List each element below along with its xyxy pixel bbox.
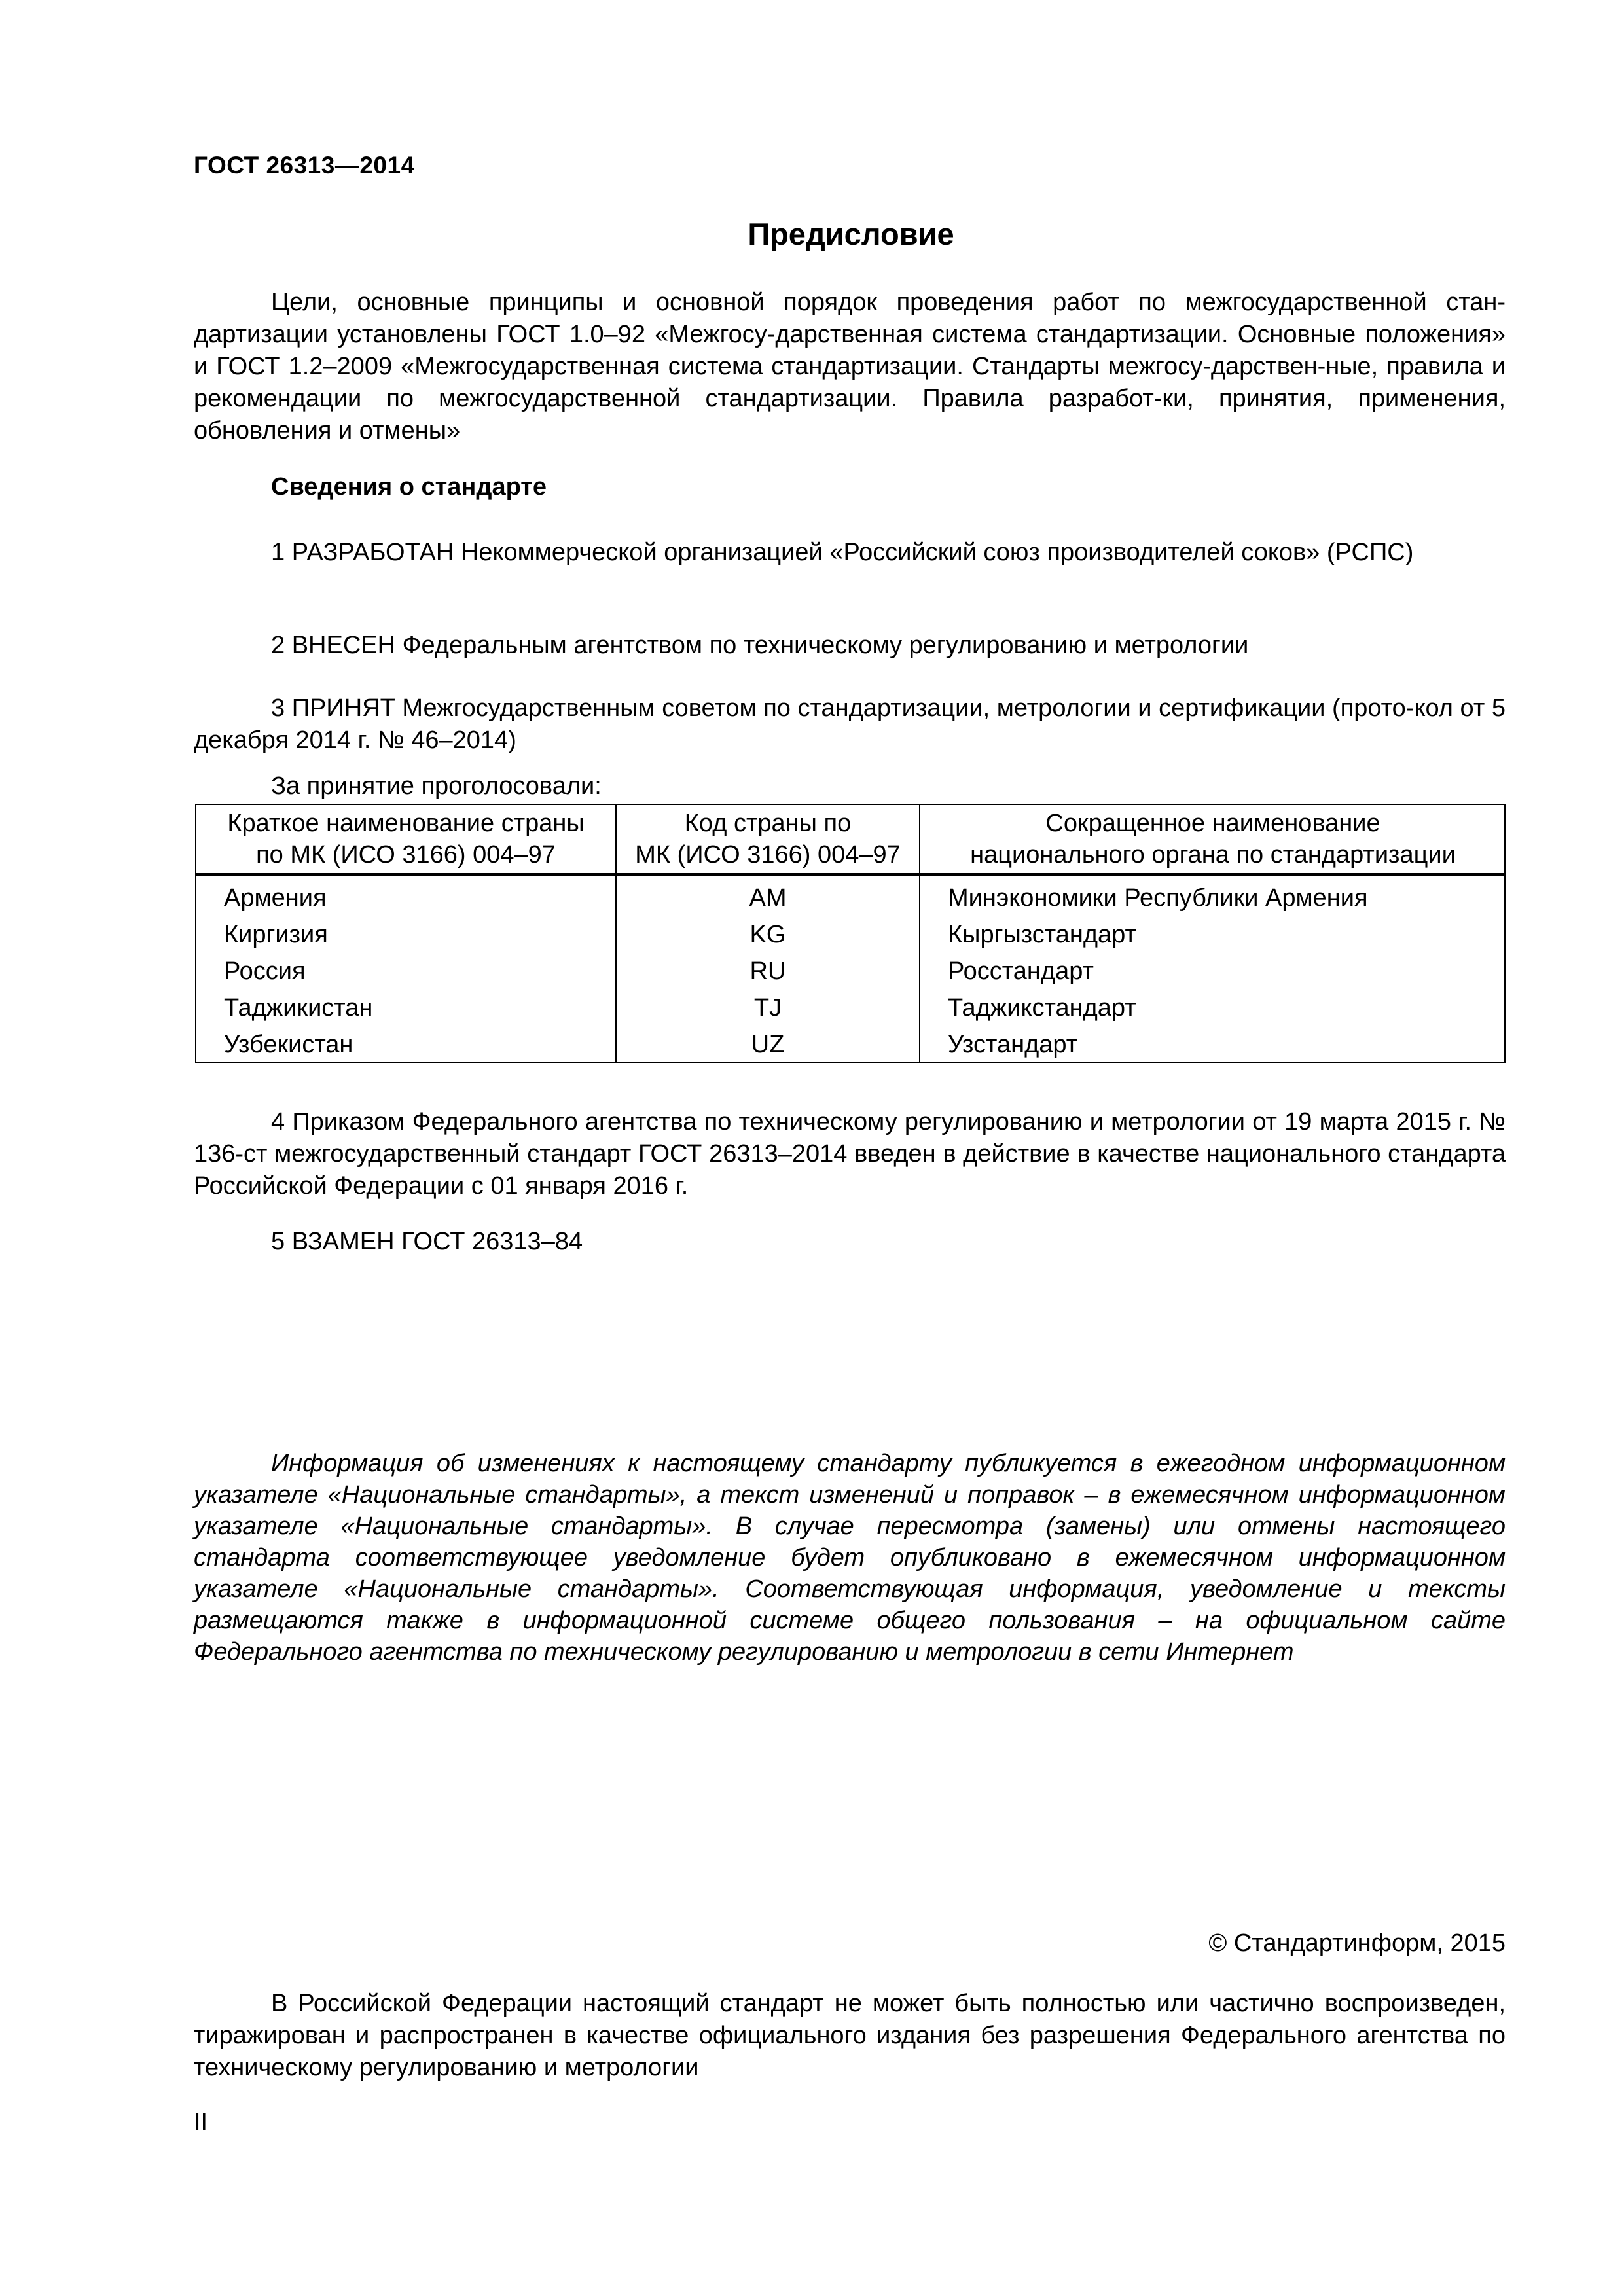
table-header-line: Краткое наименование страны	[227, 810, 585, 837]
country-code-cell: RU	[749, 958, 786, 985]
replaces-paragraph: 5 ВЗАМЕН ГОСТ 26313–84	[271, 1228, 583, 1255]
country-cell: Киргизия	[224, 921, 328, 948]
copyright-line: © Стандартинформ, 2015	[1208, 1929, 1506, 1957]
country-cell: Россия	[224, 958, 306, 985]
country-cell: Таджикистан	[224, 994, 373, 1022]
table-row	[196, 953, 1504, 990]
national-body-cell: Узстандарт	[948, 1031, 1078, 1058]
vote-table	[195, 804, 1506, 1063]
developed-by-paragraph: 1 РАЗРАБОТАН Некоммерческой организацией «Российский союз производителей соков» (РСПС)	[271, 539, 1414, 566]
table-header-code	[617, 808, 919, 873]
document-number-header: ГОСТ 26313—2014	[194, 152, 415, 179]
national-body-cell: Таджикстандарт	[948, 994, 1136, 1022]
table-header-line: Код страны по	[684, 810, 852, 837]
country-code-cell: KG	[749, 921, 786, 948]
country-code-cell: TJ	[753, 994, 782, 1022]
national-body-cell: Росстандарт	[948, 958, 1094, 985]
country-cell: Армения	[224, 884, 327, 912]
table-body	[196, 880, 1504, 1063]
introduced-by-paragraph: 2 ВНЕСЕН Федеральным агентством по техническому регулированию и метрологии	[271, 632, 1249, 659]
page-title: Предисловие	[748, 217, 954, 251]
table-row	[196, 1026, 1504, 1063]
table-header-org	[920, 808, 1506, 873]
page-number: II	[194, 2109, 208, 2136]
national-body-cell: Кыргызстандарт	[948, 921, 1136, 948]
table-header-line: Сокращенное наименование	[1045, 810, 1380, 837]
table-row	[196, 990, 1504, 1026]
table-row	[196, 916, 1504, 953]
table-header-rule	[196, 873, 1504, 876]
country-code-cell: UZ	[751, 1031, 785, 1058]
country-cell: Узбекистан	[224, 1031, 353, 1058]
national-body-cell: Минэкономики Республики Армения	[948, 884, 1368, 912]
foreword-intro-paragraph: Цели, основные принципы и основной порядок проведения работ по межгосударственной стан-дартизации установлены ГОСТ 1.0–92 «Межгосу-дарственная система стандартизации. Основные положения» и ГОСТ 1.2–2009 «Межгосударственная система стандартизации. Стандарты межгосу-дарствен-ные, правила и рекомендации по межгосударственной стандартизации. Правила разработ-ки, принятия, применения, обновления и отмены»	[194, 289, 1506, 444]
table-row	[196, 880, 1504, 916]
table-header-line: по МК (ИСО 3166) 004–97	[256, 841, 556, 869]
table-header-country	[196, 808, 615, 873]
changes-notice-paragraph: Информация об изменениях к настоящему стандарту публикуется в ежегодном информационном указателе «Национальные стандарты», а текст изменений и поправок – в ежемесячном информационном указателе «Национальные стандарты». В случае пересмотра (замены) или отмены настоящего стандарта соответствующее уведомление будет опубликовано в ежемесячном информационном указателе «Национальные стандарты». Соответствующая информация, уведомление и тексты размещаются также в информационной системе общего пользования – на официальном сайте Федерального агентства по техническому регулированию и метрологии в сети Интернет	[194, 1450, 1506, 1666]
standard-info-heading: Сведения о стандарте	[271, 473, 547, 501]
country-code-cell: AM	[749, 884, 787, 912]
table-header-line: национального органа по стандартизации	[970, 841, 1456, 869]
vote-table-caption: За принятие проголосовали:	[271, 772, 602, 800]
enacted-by-order-paragraph: 4 Приказом Федерального агентства по техническому регулированию и метрологии от 19 марта 2015 г. № 136-ст межгосударственный стандарт ГОСТ 26313–2014 введен в действие в качестве национального стандарта Российской Федерации с 01 января 2016 г.	[194, 1108, 1506, 1200]
reproduction-notice-paragraph: В Российской Федерации настоящий стандарт не может быть полностью или частично воспроизведен, тиражирован и распространен в качестве официального издания без разрешения Федерального агентства по техническому регулированию и метрологии	[194, 1990, 1506, 2081]
adopted-by-paragraph: 3 ПРИНЯТ Межгосударственным советом по стандартизации, метрологии и сертификации (прото-кол от 5 декабря 2014 г. № 46–2014)	[194, 694, 1506, 754]
table-header-line: МК (ИСО 3166) 004–97	[635, 841, 901, 869]
